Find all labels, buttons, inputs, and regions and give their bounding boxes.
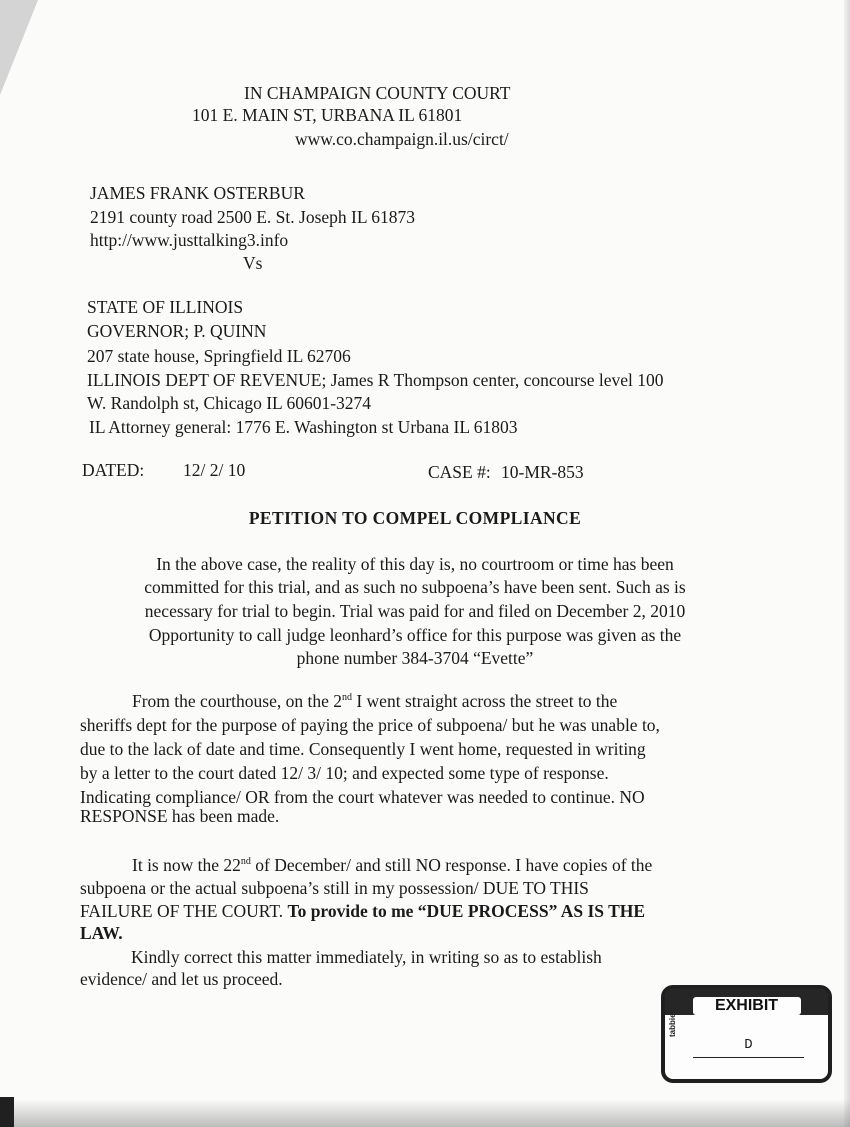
- paragraph2-first-line: [132, 690, 617, 712]
- petition-title: PETITION TO COMPEL COMPLIANCE: [248, 508, 582, 528]
- paragraph3-text: of December/ and still NO response. I have copies of the: [250, 855, 653, 875]
- ordinal-suffix: nd: [240, 856, 251, 868]
- paragraph2-line: RESPONSE has been made.: [80, 806, 280, 826]
- defendant-state: STATE OF ILLINOIS: [87, 297, 244, 317]
- dated-label: DATED:: [82, 460, 145, 480]
- ordinal-suffix: nd: [341, 692, 352, 704]
- paragraph1-line: necessary for trial to begin. Trial was paid for and filed on December 2, 2010: [144, 601, 686, 621]
- paragraph4-line: evidence/ and let us proceed.: [80, 969, 283, 989]
- court-name: IN CHAMPAIGN COUNTY COURT: [244, 83, 511, 103]
- paragraph2-line: by a letter to the court dated 12/ 3/ 10; and expected some type of response.: [80, 763, 609, 783]
- page-corner-fold: [0, 0, 38, 95]
- revenue-dept-line2: W. Randolph st, Chicago IL 60601-3274: [87, 393, 372, 413]
- paragraph2-text: From the courthouse, on the 2: [132, 691, 342, 711]
- law-emphasis: LAW.: [80, 923, 123, 943]
- dated-value: 12/ 2/ 10: [183, 460, 246, 480]
- scan-edge-mark: [0, 1097, 14, 1127]
- paragraph4-line: Kindly correct this matter immediately, in writing so as to establish: [131, 947, 602, 967]
- paragraph2-line: Indicating compliance/ OR from the court whatever was needed to continue. NO: [80, 787, 645, 807]
- paragraph1-line: In the above case, the reality of this day is, no courtroom or time has been: [156, 554, 674, 574]
- plaintiff-website: http://www.justtalking3.info: [90, 230, 289, 250]
- paragraph1-line: Opportunity to call judge leonhard’s office for this purpose was given as the: [148, 625, 682, 645]
- case-number-label: CASE #:: [428, 462, 491, 482]
- court-website: www.co.champaign.il.us/circt/: [295, 129, 509, 149]
- page-right-edge: [844, 0, 850, 1127]
- exhibit-sticker: [661, 985, 832, 1083]
- exhibit-value: D: [693, 1037, 804, 1058]
- paragraph2-text: I went straight across the street to the: [351, 691, 618, 711]
- paragraph1-line: phone number 384-3704 “Evette”: [296, 648, 534, 668]
- paragraph1-line: committed for this trial, and as such no subpoena’s have been sent. Such as is: [144, 577, 686, 597]
- defendant-governor: GOVERNOR; P. QUINN: [87, 321, 267, 341]
- due-process-emphasis: To provide to me “DUE PROCESS” AS IS THE: [287, 901, 646, 921]
- revenue-dept-line1: ILLINOIS DEPT OF REVENUE; James R Thompson center, concourse level 100: [87, 370, 664, 390]
- page-bottom-shadow: [0, 1099, 850, 1127]
- plaintiff-address: 2191 county road 2500 E. St. Joseph IL 61873: [90, 207, 416, 227]
- versus-label: Vs: [243, 253, 263, 273]
- paragraph3-line: subpoena or the actual subpoena’s still in my possession/ DUE TO THIS: [80, 878, 589, 898]
- plaintiff-name: JAMES FRANK OSTERBUR: [90, 183, 305, 203]
- court-address: 101 E. MAIN ST, URBANA IL 61801: [192, 105, 463, 125]
- attorney-general-line: IL Attorney general: 1776 E. Washington st Urbana IL 61803: [89, 417, 518, 437]
- paragraph3-text: It is now the 22: [132, 855, 241, 875]
- paragraph3-line: [80, 900, 645, 922]
- paragraph2-line: due to the lack of date and time. Consequently I went home, requested in writing: [80, 739, 646, 759]
- paragraph3-first-line: [132, 854, 652, 876]
- paragraph2-line: sheriffs dept for the purpose of paying the price of subpoena/ but he was unable to,: [80, 715, 660, 735]
- paragraph3-text: FAILURE OF THE COURT.: [80, 901, 288, 921]
- governor-address: 207 state house, Springfield IL 62706: [87, 346, 351, 366]
- exhibit-brand-logo: tabbies: [668, 1008, 677, 1037]
- case-number: 10-MR-853: [501, 462, 584, 482]
- exhibit-label: EXHIBIT: [693, 997, 801, 1015]
